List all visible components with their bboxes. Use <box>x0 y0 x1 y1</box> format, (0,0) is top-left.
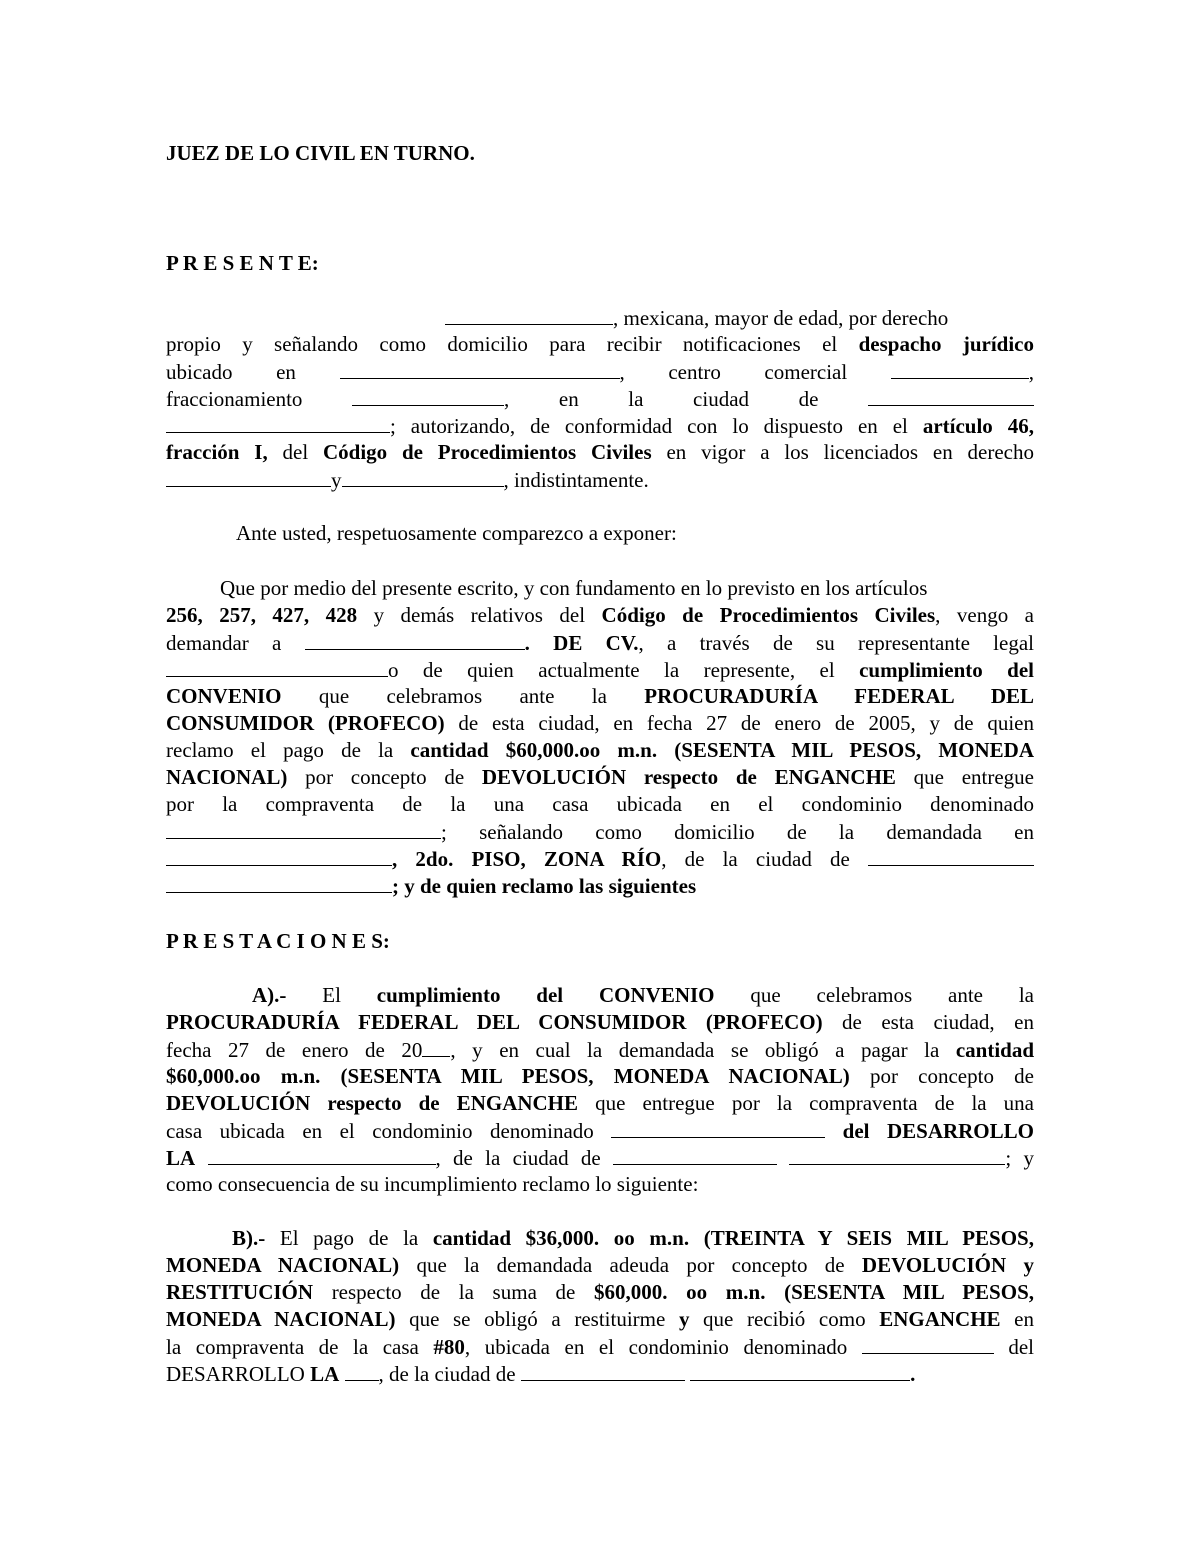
prestaciones-heading: P R E S T A C I O N E S: <box>166 929 390 953</box>
representative-blank <box>166 656 388 677</box>
claim-b-line-4: MONEDA NACIONAL) que se obligó a restituirme y que recibió como ENGANCHE en <box>166 1307 1034 1331</box>
body-line-8: NACIONAL) por concepto de DEVOLUCIÓN respecto de ENGANCHE que entregue <box>166 765 1034 789</box>
body-line-4: o de quien actualmente la represente, el cumplimiento del <box>166 656 1034 683</box>
intro-line-7: y , indistintamente. <box>166 466 649 493</box>
city-blank <box>868 385 1034 406</box>
intro-line-6: fracción I, del Código de Procedimientos Civiles en vigor a los licenciados en derecho <box>166 440 1034 464</box>
city-b-blank-2 <box>690 1360 910 1381</box>
intro-line-3: ubicado en , centro comercial , <box>166 360 1035 384</box>
condominium-name-blank <box>611 1117 825 1138</box>
claim-a-line-6: casa ubicada en el condominio denominado del DESARROLLO <box>166 1119 1034 1143</box>
exponer-line: Ante usted, respetuosamente comparezco a exponer: <box>236 521 677 545</box>
body-line-11: , 2do. PISO, ZONA RÍO, de la ciudad de <box>166 845 1034 872</box>
presente-heading: P R E S E N T E: <box>166 251 319 275</box>
claim-a-line-2: PROCURADURÍA FEDERAL DEL CONSUMIDOR (PROFECO) de esta ciudad, en <box>166 1010 1034 1034</box>
claim-a-line-7: LA , de la ciudad de ; y <box>166 1146 1035 1170</box>
city-blank-2 <box>166 412 390 433</box>
body-line-12: ; y de quien reclamo las siguientes <box>166 872 696 899</box>
condominium-b-blank <box>862 1333 994 1354</box>
name-blank <box>445 304 613 325</box>
year-blank <box>422 1036 450 1057</box>
intro-line-2: propio y señalando como domicilio para recibir notificaciones el despacho jurídico <box>166 332 1034 356</box>
defendant-blank <box>305 629 525 650</box>
claim-b-line-5: la compraventa de la casa #80, ubicada en el condominio denominado del <box>166 1335 1035 1359</box>
claim-b-line-3: RESTITUCIÓN respecto de la suma de $60,000. oo m.n. (SESENTA MIL PESOS, <box>166 1280 1034 1304</box>
claim-a-line-5: DEVOLUCIÓN respecto de ENGANCHE que entregue por la compraventa de la una <box>166 1091 1034 1115</box>
defendant-address-blank <box>166 845 392 866</box>
body-line-10: ; señalando como domicilio de la demandada en <box>166 818 1034 845</box>
development-city-blank <box>613 1144 777 1165</box>
claim-b-line-2: MONEDA NACIONAL) que la demandada adeuda por concepto de DEVOLUCIÓN y <box>166 1253 1035 1277</box>
claim-b-line-6: DESARROLLO LA , de la ciudad de . <box>166 1362 916 1386</box>
body-line-2: 256, 257, 427, 428 y demás relativos del Código de Procedimientos Civiles, vengo a <box>166 603 1034 627</box>
subdivision-blank <box>352 385 504 406</box>
addressee-heading: JUEZ DE LO CIVIL EN TURNO. <box>166 141 475 165</box>
body-line-9: por la compraventa de la una casa ubicada en el condominio denominado <box>166 792 1034 816</box>
intro-line-5: ; autorizando, de conformidad con lo dispuesto en el artículo 46, <box>166 412 1034 439</box>
defendant-city-blank <box>868 845 1034 866</box>
condominium-blank <box>166 818 441 839</box>
body-line-1: Que por medio del presente escrito, y con fundamento en lo previsto en los artículos <box>220 576 928 600</box>
address-blank <box>340 358 620 379</box>
intro-line-1: , mexicana, mayor de edad, por derecho <box>445 304 948 331</box>
claim-a-line-1: A).- El cumplimiento del CONVENIO que celebramos ante la <box>252 983 1034 1007</box>
body-line-5: CONVENIO que celebramos ante la PROCURADURÍA FEDERAL DEL <box>166 684 1035 708</box>
lawyer-1-blank <box>166 466 331 487</box>
commercial-center-blank <box>891 358 1029 379</box>
city-b-blank <box>521 1360 685 1381</box>
claim-a-line-8: como consecuencia de su incumplimiento reclamo lo siguiente: <box>166 1172 699 1196</box>
defendant-city-blank-2 <box>166 872 392 893</box>
development-city-blank-2 <box>789 1144 1005 1165</box>
development-b-blank <box>345 1360 379 1381</box>
claim-a-line-3: fecha 27 de enero de 20 , y en cual la demandada se obligó a pagar la cantidad <box>166 1038 1035 1062</box>
body-line-7: reclamo el pago de la cantidad $60,000.oo m.n. (SESENTA MIL PESOS, MONEDA <box>166 738 1035 762</box>
body-line-3: demandar a . DE CV., a través de su representante legal <box>166 631 1034 655</box>
intro-line-4: fraccionamiento , en la ciudad de <box>166 385 1034 412</box>
development-blank <box>208 1144 436 1165</box>
lawyer-2-blank <box>342 466 504 487</box>
body-line-6: CONSUMIDOR (PROFECO) de esta ciudad, en fecha 27 de enero de 2005, y de quien <box>166 711 1034 735</box>
claim-a-line-4: $60,000.oo m.n. (SESENTA MIL PESOS, MONEDA NACIONAL) por concepto de <box>166 1064 1034 1088</box>
claim-b-line-1: B).- El pago de la cantidad $36,000. oo m.n. (TREINTA Y SEIS MIL PESOS, <box>232 1226 1034 1250</box>
